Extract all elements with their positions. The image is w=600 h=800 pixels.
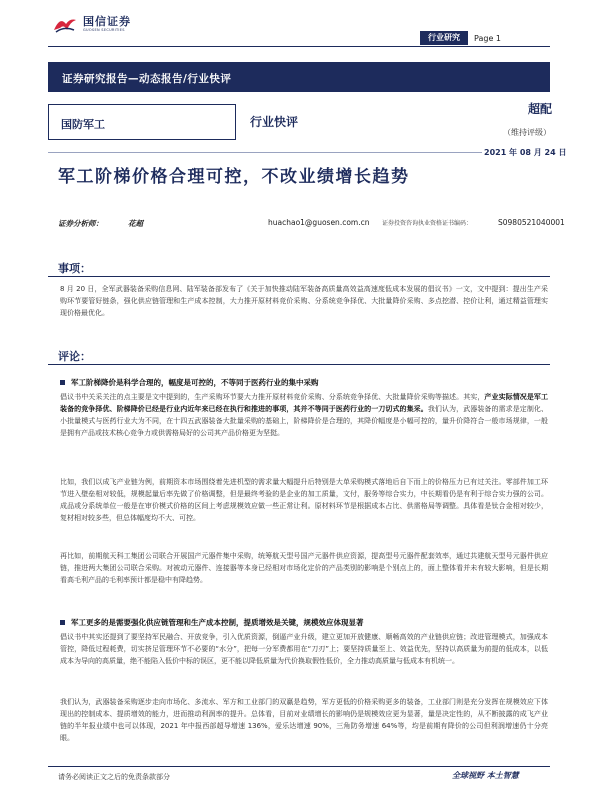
bullet-square-icon [60,380,65,385]
report-banner [48,62,550,92]
analyst-name: 花超 [128,219,143,228]
event-paragraph: 8 月 20 日，全军武器装备采购信息网、陆军装备部发布了《关于加快推动陆军装备高质量高效益高速度低成本发展的倡议书》一文，文中提到：提出生产采购环节要管好链条，强化供应链管理和生产成本控制，大力推开原材料竞价采购、分系统竞争择优、大批量降价采购、多点挖潜、控价让利，通过精益管理实现价格最优化。 [60,285,548,317]
analyst-info [58,218,565,230]
b1-p1-part-c: 我们认为，武器装备的需求是定制化、小批量模式与医药行业大为不同，在十四五武器装备大批量采购的基础上，阶梯降价是合理的，其降价幅度是小幅可控的，量升价降符合一般市场规律，一般是拥有产品或技术核心竞争力或供需格局好的公司其产品价格更为坚挺。 [60,405,549,437]
bullet-square-icon [60,620,65,625]
header-rule [48,46,550,47]
bullet-heading-1-text: 军工阶梯降价是科学合理的，幅度是可控的，不等同于医药行业的集中采购 [71,378,319,387]
event-heading: 事项： [58,262,91,275]
analyst-cert-number: S0980521040001 [498,218,565,227]
footer-rule [48,766,550,767]
bullet-heading-1 [60,377,319,388]
logo-name-cn: 国信证券 [83,15,131,28]
analyst-email[interactable]: huachao1@guosen.com.cn [268,218,370,227]
rating-note: （维持评级） [503,128,551,137]
report-title: 军工阶梯价格合理可控，不改业绩增长趋势 [58,167,410,187]
bullet-heading-2 [60,617,364,628]
bullet-2-paragraph-2: 我们认为，武器装备采购逐步走向市场化、多流水、军方和工业部门的双赢是趋势，军方更低的价格采购更多的装备，工业部门则是充分发挥在规模效应下体现出的控制成本、提质增效的能力，进而推动利润率的提升。总体看，目前对业绩增长的影响仍是规模效应更为显著，量是决定性的，从不断披露的成飞产业链的半年报业绩中也可以体现，2021 年中报西部超导增速 136%，爱乐达增速 90%，三角防务增速 64%等，均是前期有降价的公司但利润增速仍十分亮眼。 [60,698,548,742]
guosen-logo [52,14,131,34]
logo-name-en: GUOSEN SECURITIES [83,28,125,32]
bullet-1-paragraph-2: 比如，我们以成飞产业链为例，前期资本市场围绕着先进机型的需求量大幅提升后特别是大单采购模式落地后自下而上的价格压力已有过关注。零部件加工环节进入壁垒相对较低，规模起量后率先做了价格调整，但是最终考验的是企业的加工质量，文付，服务等综合实力，中长期看仍是有利于综合实力强的公司。成品或分系统单位一般是在审价模式价格的区间上考虑规模效应做一些正常让利。原材料环节是根据成本占比、供需格局等调整。具体看是钛合金相对较少，复材相对较多些，但总体幅度均不大、可控。 [60,478,548,522]
bullet-1-paragraph-1 [60,391,548,439]
disclaimer-note: 请务必阅读正文之后的免责条款部分 [58,773,170,781]
rating: 超配 [528,102,553,116]
bullet-2-paragraph-1: 倡议书中其实还提到了要坚持军民融合、开放竞争，引入优质资源，倒逼产业升级，建立更加开放健康、顺畅高效的产业链供应链；改进管理模式，加强成本管控，降低过程耗费，切实挤足管理环节不必要的“水分”，把每一分军费都用在“刀刃”上；要坚持质量至上、效益优先，坚持以高质量为前提的低成本，以低成本为导向的高质量，绝不能陷入低价中标的误区，更不能以降低质量为代价换取假性低价，全力推动高质量与低成本有机统一。 [60,633,548,665]
sector-box [48,104,236,140]
bullet-heading-2-text: 军工更多的是需要强化供应链管理和生产成本控制，提质增效是关键，规模效应体现显著 [71,618,364,627]
event-rule [48,276,550,277]
comment-rule [48,364,550,365]
analyst-role: 证券分析师： [58,219,103,228]
guosen-logo-icon [52,14,78,34]
report-type: 行业快评 [250,115,299,129]
date-rule [48,152,550,153]
sector-label: 国防军工 [61,118,105,131]
analyst-cert-label: 证券投资咨询执业资格证书编码： [382,220,473,227]
bullet-1-paragraph-3: 再比如，前期航天科工集团公司联合开展国产元器件集中采购，统筹航天型号国产元器件供应资源，提高型号元器件配套效率，通过共建航天型号元器件供应链，推进两大集团公司联合采购。对被动元器件、连接器等本身已经相对市场化定价的产品类别的影响是个别点上的，面上整体看并未有较大影响，但是长期看高毛利产品的毛利率预计都是稳中有降趋势。 [60,552,548,584]
header-tags [420,30,507,46]
banner-text: 证券研究报告—动态报告/行业快评 [62,73,232,85]
report-category-tag: 行业研究 [420,31,468,45]
comment-heading: 评论： [58,350,91,363]
footer-slogan: 全球视野 本土智慧 [452,771,519,780]
b1-p1-part-a: 倡议书中关采关注的点主要是文中提到的，生产采购环节要大力推开原材料竞价采购、分系统竞争择优、大批量降价采购等描述。其实， [60,393,485,401]
b1-p1-part-b: 产业实际情况是军工装备的竞争择优、阶梯降价已经是行业内近年来已经在执行和推进的事项，其并不等同于医药行业的一刀切式的集采。 [60,393,549,413]
report-date: 2021 年 08 月 24 日 [484,148,567,157]
page-number: Page 1 [474,33,501,43]
